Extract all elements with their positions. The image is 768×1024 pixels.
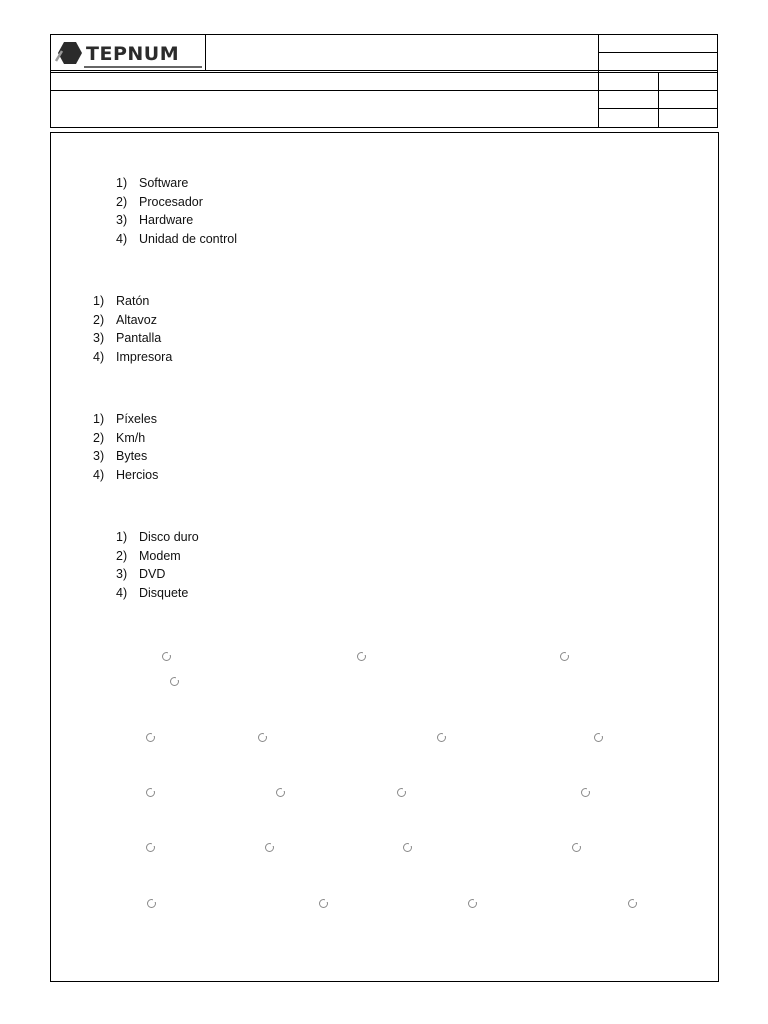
hexagon-logo-icon	[54, 39, 84, 67]
radio-q4-option-2[interactable]	[265, 843, 274, 852]
logo-wordmark: TEPNUM	[86, 42, 180, 65]
radio-q3-option-3[interactable]	[397, 788, 406, 797]
radio-q1-option-1[interactable]	[162, 652, 171, 661]
list-item: 4) Disquete	[116, 586, 189, 601]
radio-q3-option-4[interactable]	[581, 788, 590, 797]
list-item: 2) Km/h	[93, 430, 146, 445]
list-item: 2) Modem	[116, 548, 181, 563]
list-item: 1) Ratón	[93, 294, 150, 308]
radio-q1-option-2[interactable]	[357, 652, 366, 661]
list-item: 3) Hardware	[116, 213, 194, 228]
radio-q2-option-1[interactable]	[146, 733, 155, 742]
question-3-options	[93, 410, 158, 485]
radio-q4-option-1[interactable]	[146, 843, 155, 852]
radio-q2-option-3[interactable]	[437, 733, 446, 742]
list-item: 4) Hercios	[93, 468, 159, 483]
list-item: 3) Bytes	[93, 449, 148, 464]
list-item: 4) Impresora	[93, 350, 173, 365]
list-item: 1) Píxeles	[93, 412, 157, 426]
question-4-options	[116, 528, 199, 603]
radio-q3-option-1[interactable]	[146, 788, 155, 797]
radio-q1-option-4[interactable]	[170, 677, 179, 686]
radio-q5-option-1[interactable]	[147, 899, 156, 908]
radio-q4-option-4[interactable]	[572, 843, 581, 852]
radio-q2-option-2[interactable]	[258, 733, 267, 742]
list-item: 4) Unidad de control	[116, 232, 237, 247]
list-item: 2) Procesador	[116, 194, 203, 209]
question-2-options	[93, 292, 172, 367]
radio-q5-option-4[interactable]	[628, 899, 637, 908]
list-item: 1) Disco duro	[116, 530, 199, 544]
company-logo	[54, 38, 204, 68]
list-item: 1) Software	[116, 176, 189, 190]
radio-q5-option-3[interactable]	[468, 899, 477, 908]
logo-underline	[84, 66, 202, 68]
radio-q2-option-4[interactable]	[594, 733, 603, 742]
list-item: 2) Altavoz	[93, 312, 157, 327]
radio-q3-option-2[interactable]	[276, 788, 285, 797]
question-1-options	[116, 174, 237, 249]
list-item: 3) Pantalla	[93, 331, 162, 346]
list-item: 3) DVD	[116, 567, 166, 582]
radio-q4-option-3[interactable]	[403, 843, 412, 852]
radio-q5-option-2[interactable]	[319, 899, 328, 908]
radio-q1-option-3[interactable]	[560, 652, 569, 661]
